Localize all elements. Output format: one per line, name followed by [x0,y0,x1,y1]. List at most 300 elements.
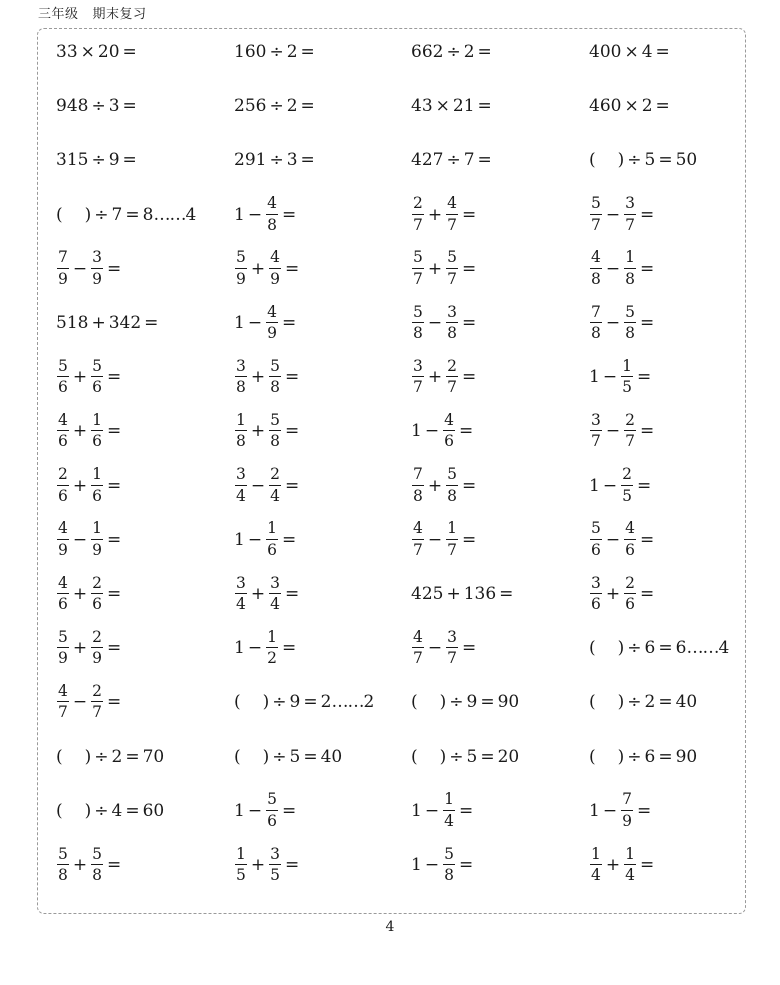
number: 1 [411,800,422,821]
remainder-dots: …… [153,204,186,225]
fraction [590,410,602,451]
problem [56,247,124,291]
operator: = [658,638,673,659]
problem [56,572,124,616]
numerator: 7 [622,790,632,809]
denominator: 6 [58,486,68,505]
remainder-dots: …… [686,638,719,659]
remainder: 4 [718,638,730,659]
operator: = [300,150,315,171]
operator: ÷ [627,638,642,659]
problem [234,193,299,237]
number: 518 [56,313,89,333]
operator: = [107,855,122,875]
fraction [235,410,247,451]
quotient: 2 [320,692,332,713]
fraction [57,627,69,668]
fraction [412,356,424,397]
denominator: 6 [58,595,68,613]
fraction [621,467,633,504]
operator: ÷ [627,150,642,171]
answer-blank [234,692,269,712]
numerator: 3 [236,356,246,375]
problem [589,355,654,399]
operator: − [424,800,440,821]
number: 90 [675,746,698,767]
operator: ÷ [272,746,287,767]
operator: − [247,638,263,659]
operator: = [640,584,655,604]
problem [56,301,161,345]
operator: = [281,529,297,550]
numerator: 5 [447,465,457,484]
problem [56,193,196,237]
number: 2 [286,42,298,62]
number: 40 [320,746,343,767]
numerator: 5 [58,356,68,375]
denominator: 4 [270,486,280,505]
numerator: 2 [92,573,102,592]
operator: = [303,746,318,767]
fraction [266,196,278,233]
operator: = [107,584,122,604]
problem [411,518,479,562]
operator: = [285,258,300,279]
numerator: 5 [58,627,68,646]
fraction [590,196,602,233]
number: 3 [286,150,298,171]
operator: ÷ [272,692,287,713]
problem [234,84,318,128]
problem [56,789,164,833]
fraction [91,681,103,722]
denominator: 8 [625,269,635,288]
operator: + [250,258,266,279]
operator: = [462,204,477,225]
paren-close: ) [617,692,625,713]
operator: = [122,42,137,62]
fraction [266,792,278,829]
paren-open: ( [234,746,241,767]
problem [589,626,729,670]
operator: ÷ [91,150,106,171]
operator: = [640,855,655,875]
numerator: 7 [413,465,423,484]
number: 427 [411,150,444,171]
problem [56,518,124,562]
operator: = [107,638,122,659]
operator: = [477,42,492,62]
number: 948 [56,96,89,117]
denominator: 6 [591,595,601,613]
operator: = [462,638,477,659]
number: 9 [108,150,120,171]
operator: = [462,529,477,550]
problem [411,30,495,74]
fraction [91,356,103,397]
numerator: 4 [447,194,457,213]
number: 342 [108,313,142,333]
fraction [590,573,602,613]
number: 21 [452,96,475,117]
operator: + [250,584,266,604]
problem [234,464,302,508]
fraction [590,521,602,558]
numerator: 1 [444,790,454,809]
operator: − [605,313,621,333]
denominator: 6 [92,432,102,451]
numerator: 3 [413,356,423,375]
denominator: 7 [447,540,457,559]
denominator: 8 [92,866,102,884]
numerator: 5 [92,844,102,863]
operator: − [72,529,88,550]
paren-close: ) [617,638,625,659]
fraction [443,410,455,451]
fraction [446,467,458,504]
operator: = [499,584,514,604]
denominator: 9 [58,649,68,668]
problem [589,193,657,237]
number: 5 [289,746,301,767]
numerator: 1 [236,844,246,863]
operator: ÷ [269,96,284,117]
denominator: 7 [625,432,635,451]
problem [234,409,302,453]
answer-blank [589,692,624,712]
operator: = [462,475,477,496]
numerator: 3 [236,573,246,592]
denominator: 8 [444,866,454,884]
problem [234,626,299,670]
number: 256 [234,96,267,117]
numerator: 3 [447,627,457,646]
problem [589,301,657,345]
denominator: 6 [591,540,601,559]
fraction [269,467,281,504]
operator: = [125,800,140,821]
denominator: 8 [591,269,601,288]
operator: = [107,367,122,388]
number: 7 [463,150,475,171]
fraction [91,521,103,558]
paren-close: ) [262,746,270,767]
operator: ÷ [449,692,464,713]
numerator: 4 [58,681,68,700]
paren-open: ( [411,746,418,767]
number: 20 [97,42,120,62]
number: 20 [497,746,520,767]
numerator: 5 [591,519,601,538]
operator: ÷ [91,96,106,117]
number: 2 [463,42,475,62]
denominator: 8 [236,432,246,451]
operator: − [602,800,618,821]
answer-blank [234,747,269,767]
denominator: 9 [92,269,102,288]
paren-open: ( [56,800,63,821]
fraction [590,250,602,287]
problem [589,680,697,724]
numerator: 1 [92,519,102,538]
numerator: 7 [591,302,601,321]
fraction [412,196,424,233]
operator: = [640,313,655,333]
denominator: 4 [591,866,601,884]
paren-close: ) [439,746,447,767]
problem [589,518,657,562]
number: 291 [234,150,267,171]
answer-blank [411,747,446,767]
problem [589,464,654,508]
problem [56,84,140,128]
numerator: 3 [591,573,601,592]
number: 2 [111,746,123,767]
operator: − [427,638,443,659]
fraction [269,573,281,613]
operator: = [636,367,652,388]
remainder: 4 [185,204,197,225]
number: 400 [589,42,622,62]
number: 1 [411,855,422,875]
number: 460 [589,96,622,117]
fraction [91,410,103,451]
paren-open: ( [589,150,596,171]
numerator: 2 [625,410,635,429]
remainder: 2 [363,692,375,713]
problem [234,572,302,616]
problem [411,193,479,237]
operator: = [107,258,122,279]
fraction [57,573,69,613]
numerator: 1 [267,519,277,538]
operator: + [72,584,88,604]
operator: + [72,638,88,659]
fraction [91,467,103,504]
operator: = [303,692,318,713]
problem [589,735,697,779]
denominator: 8 [270,378,280,397]
numerator: 4 [625,519,635,538]
problem [56,464,124,508]
number: 43 [411,96,433,117]
number: 136 [463,584,497,604]
problem [234,247,302,291]
numerator: 3 [236,465,246,484]
fraction [235,573,247,613]
numerator: 5 [591,194,601,213]
operator: − [247,204,263,225]
operator: = [107,475,122,496]
quotient: 8 [142,204,154,225]
number: 3 [108,96,120,117]
fraction [91,250,103,287]
denominator: 7 [447,649,457,668]
denominator: 9 [92,649,102,668]
fraction [621,356,633,397]
problem [411,247,479,291]
numerator: 4 [413,519,423,538]
number: 1 [589,475,600,496]
numerator: 4 [270,248,280,267]
fraction [91,627,103,668]
paren-close: ) [262,692,270,713]
operator: − [250,475,266,496]
number: 4 [111,800,123,821]
fraction [446,302,458,342]
operator: × [435,96,450,117]
denominator: 4 [270,595,280,613]
operator: + [250,421,266,442]
answer-blank [589,150,624,170]
problem [589,247,657,291]
operator: − [602,475,618,496]
number: 315 [56,150,89,171]
number: 1 [589,367,600,388]
denominator: 6 [92,378,102,397]
numerator: 1 [236,410,246,429]
operator: ÷ [449,746,464,767]
numerator: 4 [58,410,68,429]
fraction [266,302,278,342]
operator: − [72,258,88,279]
operator: ÷ [94,204,109,225]
fraction [446,196,458,233]
fraction [590,302,602,342]
fraction [446,356,458,397]
numerator: 1 [447,519,457,538]
denominator: 7 [447,378,457,397]
denominator: 8 [58,866,68,884]
operator: = [640,204,655,225]
fraction [91,844,103,884]
fraction [235,467,247,504]
grade-label: 三年级 [38,7,79,22]
number: 5 [644,150,656,171]
fraction [412,250,424,287]
fraction [412,302,424,342]
numerator: 3 [591,410,601,429]
number: 70 [142,746,165,767]
fraction [624,521,636,558]
operator: × [80,42,95,62]
operator: = [462,258,477,279]
denominator: 7 [413,378,423,397]
number: 4 [641,42,653,62]
operator: + [72,855,88,875]
number: 90 [497,692,520,713]
numerator: 1 [591,844,601,863]
operator: = [285,475,300,496]
problem [411,355,479,399]
operator: ÷ [94,800,109,821]
numerator: 2 [92,681,102,700]
numerator: 5 [413,248,423,267]
numerator: 1 [92,410,102,429]
denominator: 6 [444,432,454,451]
number: 7 [111,204,123,225]
numerator: 5 [413,302,423,321]
numerator: 3 [92,248,102,267]
denominator: 7 [447,269,457,288]
numerator: 5 [92,356,102,375]
numerator: 3 [270,573,280,592]
operator: = [281,800,297,821]
paren-close: ) [84,204,92,225]
header-title: 期末复习 [92,7,147,22]
denominator: 5 [622,378,632,397]
answer-blank [589,747,624,767]
numerator: 4 [444,410,454,429]
denominator: 8 [270,432,280,451]
paren-open: ( [589,692,596,713]
denominator: 2 [267,649,277,668]
denominator: 9 [58,540,68,559]
operator: − [247,313,263,333]
paren-close: ) [84,800,92,821]
numerator: 5 [236,248,246,267]
denominator: 6 [92,595,102,613]
denominator: 7 [591,215,601,234]
operator: ÷ [627,746,642,767]
operator: = [300,96,315,117]
denominator: 7 [413,269,423,288]
answer-blank [56,205,91,225]
answer-blank [56,801,91,821]
operator: = [636,800,652,821]
denominator: 7 [447,215,457,234]
problem [56,735,164,779]
answer-blank [589,638,624,658]
operator: − [602,367,618,388]
operator: = [480,692,495,713]
problem [589,843,657,887]
operator: = [281,204,297,225]
numerator: 3 [625,194,635,213]
operator: + [427,258,443,279]
problem [411,409,476,453]
problem [234,301,299,345]
operator: = [636,475,652,496]
problem [234,789,299,833]
operator: = [458,855,474,875]
denominator: 7 [413,649,423,668]
operator: + [427,475,443,496]
denominator: 6 [267,811,277,830]
operator: = [462,367,477,388]
operator: + [605,855,621,875]
operator: − [427,529,443,550]
numerator: 2 [447,356,457,375]
number: 1 [234,529,245,550]
operator: = [477,96,492,117]
problem [411,84,495,128]
operator: − [605,529,621,550]
problem [56,843,124,887]
operator: + [446,584,461,604]
denominator: 7 [58,703,68,722]
fraction [269,844,281,884]
numerator: 5 [270,356,280,375]
paren-open: ( [589,638,596,659]
operator: = [477,150,492,171]
operator: ÷ [446,150,461,171]
operator: ÷ [627,692,642,713]
numerator: 4 [591,248,601,267]
problem [411,789,476,833]
fraction [57,681,69,722]
operator: + [250,855,266,875]
